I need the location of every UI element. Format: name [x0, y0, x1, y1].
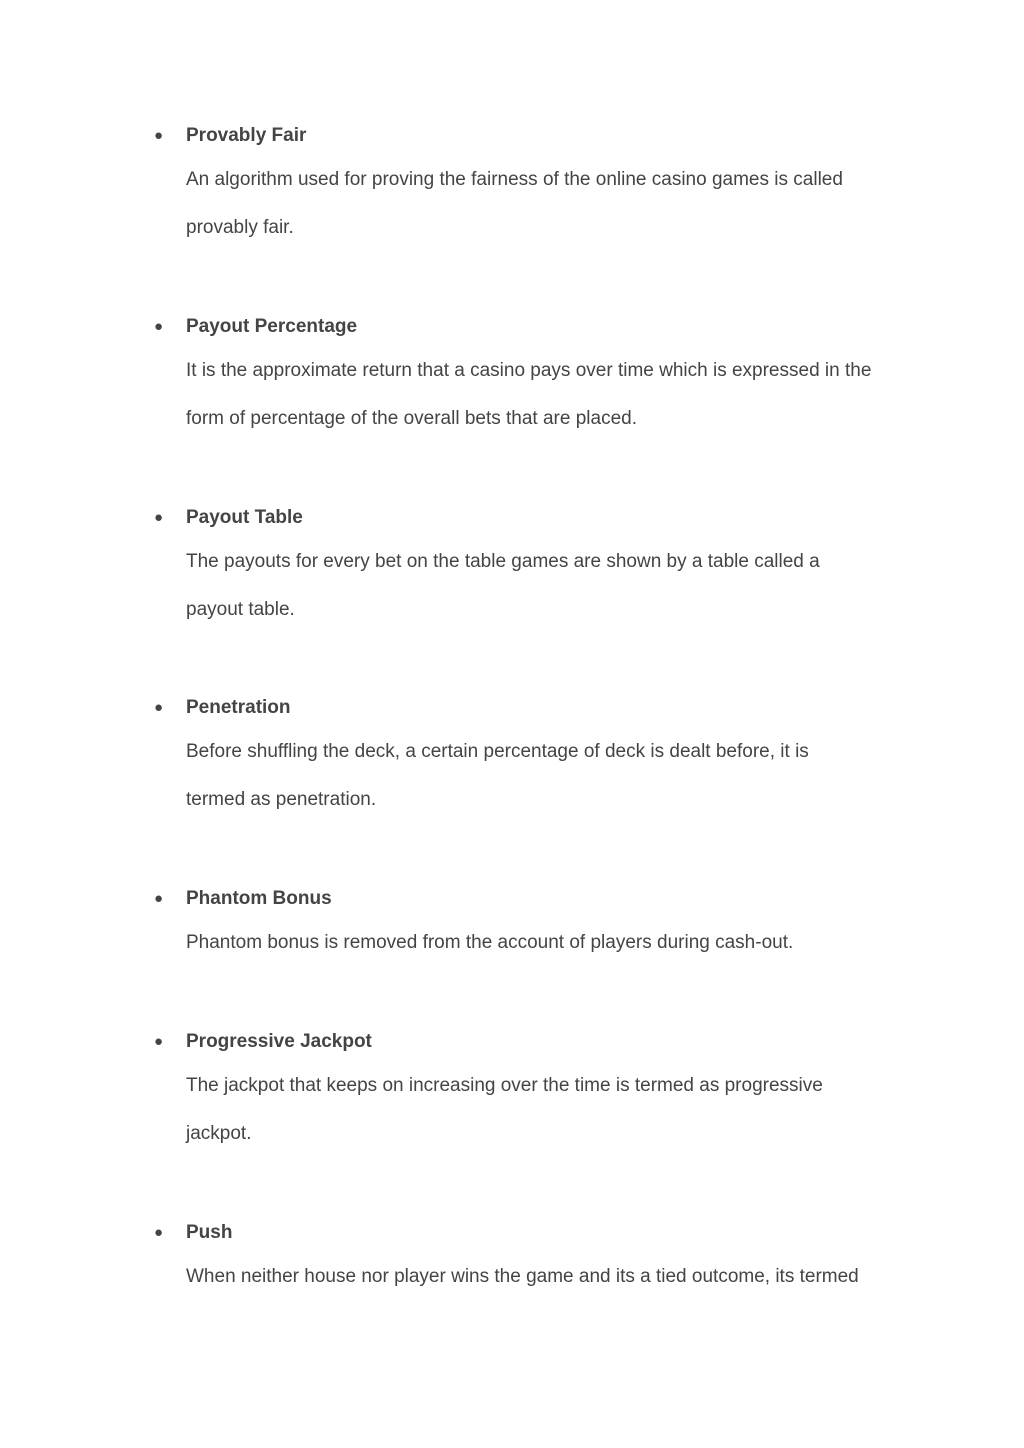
term-heading: Provably Fair	[186, 125, 307, 146]
term-heading: Phantom Bonus	[186, 888, 332, 909]
definition-line: termed as penetration.	[186, 788, 377, 810]
term-definition	[186, 1253, 906, 1301]
bullet-icon: ●	[154, 1033, 164, 1050]
bullet-icon: ●	[154, 509, 164, 526]
definition-line: The payouts for every bet on the table games are shown by a table called a	[186, 551, 820, 572]
bullet-icon: ●	[154, 699, 164, 716]
term-definition	[186, 728, 906, 823]
definition-line: The jackpot that keeps on increasing over the time is termed as progressive	[186, 1075, 823, 1096]
definition-line: When neither house nor player wins the game and its a tied outcome, its termed	[186, 1266, 859, 1287]
term-definition	[186, 156, 906, 251]
bullet-icon: ●	[154, 318, 164, 335]
definition-line: payout table.	[186, 598, 295, 620]
term-definition	[186, 538, 906, 633]
term-definition	[186, 1062, 906, 1157]
term-heading: Penetration	[186, 697, 291, 718]
definition-line: form of percentage of the overall bets that are placed.	[186, 407, 637, 429]
definition-line: jackpot.	[186, 1122, 252, 1144]
bullet-icon: ●	[154, 127, 164, 144]
term-definition	[186, 919, 906, 967]
term-heading: Progressive Jackpot	[186, 1031, 372, 1052]
term-heading: Push	[186, 1222, 233, 1243]
definition-line: It is the approximate return that a casino pays over time which is expressed in the	[186, 360, 872, 381]
term-definition	[186, 347, 906, 442]
definition-line: Before shuffling the deck, a certain percentage of deck is dealt before, it is	[186, 741, 809, 762]
definition-line: provably fair.	[186, 216, 294, 238]
bullet-icon: ●	[154, 890, 164, 907]
bullet-icon: ●	[154, 1224, 164, 1241]
term-heading: Payout Percentage	[186, 316, 358, 337]
definition-line: An algorithm used for proving the fairness of the online casino games is called	[186, 169, 843, 190]
definition-line: Phantom bonus is removed from the account of players during cash-out.	[186, 932, 794, 953]
term-heading: Payout Table	[186, 507, 303, 528]
